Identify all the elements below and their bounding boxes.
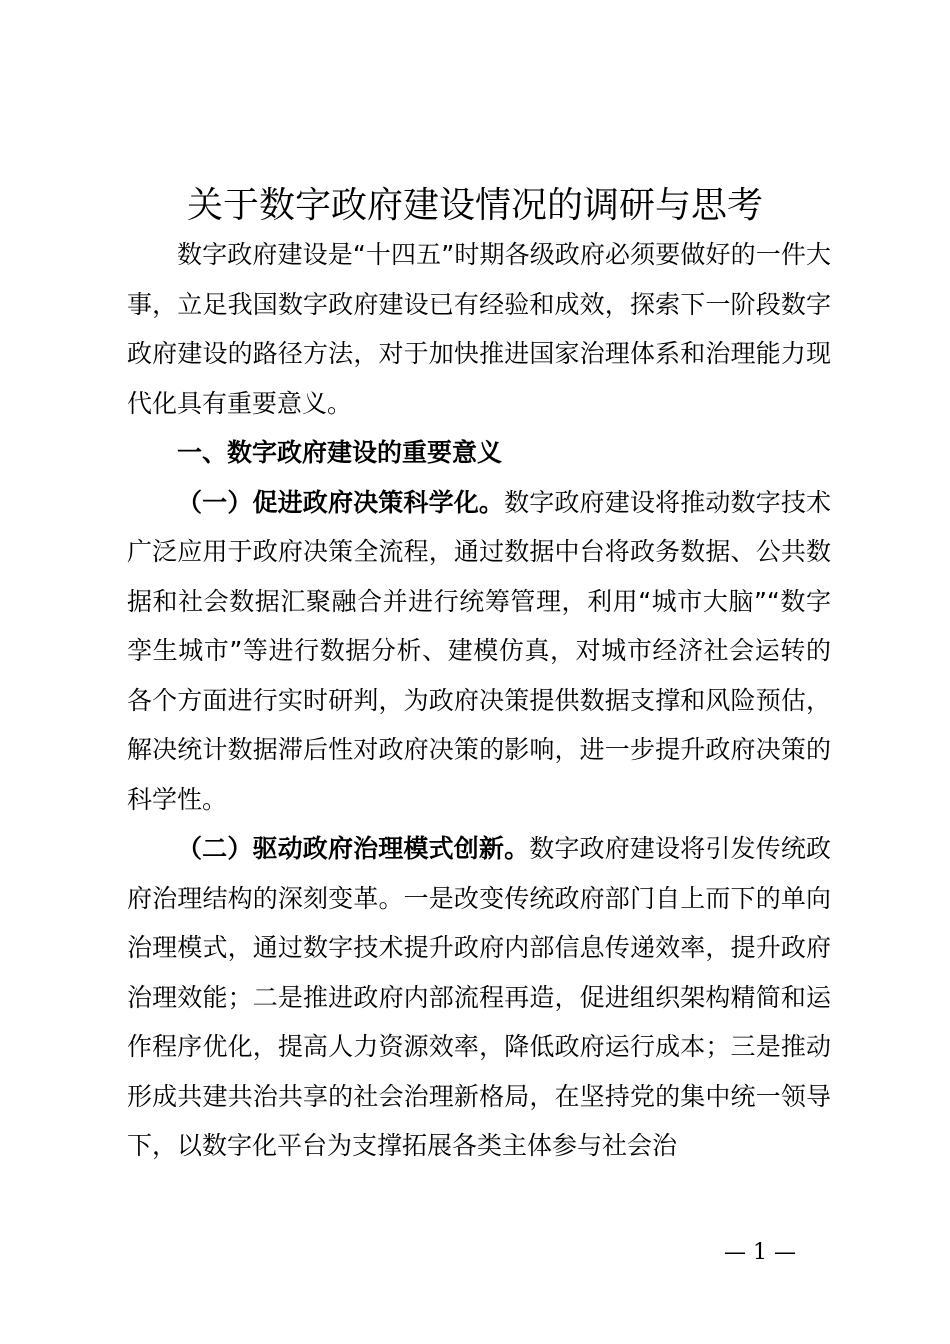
point-lead-2: （二）驱动政府治理模式创新。 bbox=[177, 834, 530, 863]
point-text-1: 数字政府建设将推动数字技术广泛应用于政府决策全流程，通过数据中台将政务数据、公共数据和社会数据汇聚融合并进行统筹管理，利用“城市大脑”“数字孪生城市”等进行数据分析、建模仿真，对城市经济社会运转的各个方面进行实时研判，为政府决策提供数据支撑和风险预估，解决统计数据滞后性对政府决策的影响，进一步提升政府决策的科学性。 bbox=[127, 487, 831, 814]
point-paragraph-2 bbox=[127, 824, 831, 1171]
point-text-2: 数字政府建设将引发传统政府治理结构的深刻变革。一是改变传统政府部门自上而下的单向治理模式，通过数字技术提升政府内部信息传递效率，提升政府治理效能；二是推进政府内部流程再造，促进组织架构精简和运作程序优化，提高人力资源效率，降低政府运行成本；三是推动形成共建共治共享的社会治理新格局，在坚持党的集中统一领导下，以数字化平台为支撑拓展各类主体参与社会治 bbox=[127, 834, 831, 1160]
point-lead-1: （一）促进政府决策科学化。 bbox=[177, 487, 505, 517]
intro-paragraph: 数字政府建设是“十四五”时期各级政府必须要做好的一件大事，立足我国数字政府建设已有经验和成效，探索下一阶段数字政府建设的路径方法，对于加快推进国家治理体系和治理能力现代化具有重要意义。 bbox=[127, 240, 831, 418]
document-body bbox=[127, 230, 831, 1171]
point-paragraph-1 bbox=[127, 478, 831, 825]
page-number: — 1 — bbox=[724, 1240, 796, 1265]
document-title: 关于数字政府建设情况的调研与思考 bbox=[186, 185, 763, 226]
section-heading: 一、数字政府建设的重要意义 bbox=[177, 438, 503, 467]
